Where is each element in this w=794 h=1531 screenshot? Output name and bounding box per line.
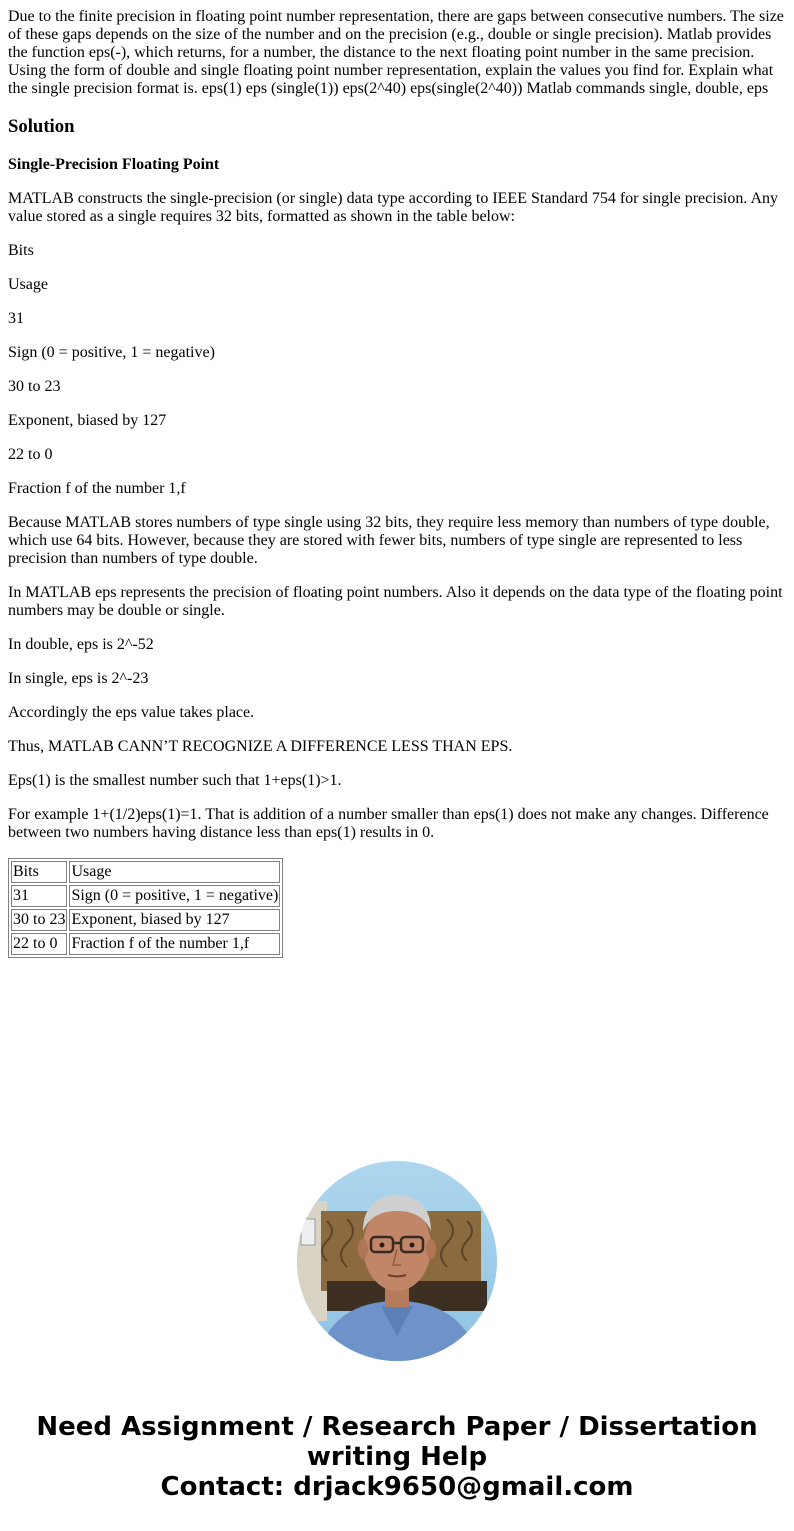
example-paragraph: For example 1+(1/2)eps(1)=1. That is addition of a number smaller than eps(1) does not make any changes. Difference between two numbers having distance less than eps(1) results in 0.: [8, 806, 769, 841]
promo-line: writing Help: [306, 1442, 488, 1472]
promo-banner: [0, 1412, 794, 1502]
table-header-cell: Bits: [11, 861, 67, 883]
tutor-portrait-image: [297, 1161, 497, 1361]
table-row: [11, 933, 280, 955]
table-cell: Exponent, biased by 127: [69, 909, 280, 931]
flat-table-line: 22 to 0: [8, 446, 53, 463]
table-cell: 31: [11, 885, 67, 907]
table-cell: 22 to 0: [11, 933, 67, 955]
single-precision-subheading: Single-Precision Floating Point: [8, 156, 220, 173]
solution-heading: Solution: [8, 116, 75, 137]
promo-line: Need Assignment / Research Paper / Dissertation: [36, 1412, 758, 1442]
eps-definition-line: Eps(1) is the smallest number such that 1+eps(1)>1.: [8, 772, 342, 789]
table-cell: Sign (0 = positive, 1 = negative): [69, 885, 280, 907]
table-row: [11, 885, 280, 907]
single-eps-line: In single, eps is 2^-23: [8, 670, 149, 687]
table-cell: Fraction f of the number 1,f: [69, 933, 280, 955]
eps-precision-paragraph: In MATLAB eps represents the precision of floating point numbers. Also it depends on the data type of the floating point numbers may be double or single.: [8, 584, 783, 619]
question-text: Due to the finite precision in floating point number representation, there are gaps between consecutive numbers. The size of these gaps depends on the size of the number and on the precision (e.g., double or single precision). Matlab provides the function eps(-), which returns, for a number, the distance to the next floating point number in the same precision. Using the form of double and single floating point number representation, explain the values you find for. Explain what the single precision format is. eps(1) eps (single(1)) eps(2^40) eps(single(2^40)) Matlab commands single, double, eps: [8, 8, 784, 97]
table-header-cell: Usage: [69, 861, 280, 883]
thus-line: Thus, MATLAB CANN’T RECOGNIZE A DIFFERENCE LESS THAN EPS.: [8, 738, 513, 755]
flat-table-line: 30 to 23: [8, 378, 61, 395]
flat-table-line: 31: [8, 310, 24, 327]
tutor-avatar: [297, 1161, 497, 1361]
bits-usage-table: [8, 858, 283, 958]
flat-table-line: Usage: [8, 276, 48, 293]
document-body: [0, 8, 794, 958]
flat-table-line: Sign (0 = positive, 1 = negative): [8, 344, 215, 361]
table-cell: 30 to 23: [11, 909, 67, 931]
flat-table-line: Exponent, biased by 127: [8, 412, 167, 429]
intro-paragraph: MATLAB constructs the single-precision (or single) data type according to IEEE Standard 754 for single precision. Any value stored as a single requires 32 bits, formatted as shown in the table below:: [8, 190, 779, 225]
flat-table-line: Fraction f of the number 1,f: [8, 480, 186, 497]
flat-table-line: Bits: [8, 242, 34, 259]
table-header-row: [11, 861, 280, 883]
double-eps-line: In double, eps is 2^-52: [8, 636, 154, 653]
memory-paragraph: Because MATLAB stores numbers of type single using 32 bits, they require less memory than numbers of type double, which use 64 bits. However, because they are stored with fewer bits, numbers of type single are represented to less precision than numbers of type double.: [8, 514, 770, 567]
accordingly-line: Accordingly the eps value takes place.: [8, 704, 255, 721]
promo-contact: Contact: drjack9650@gmail.com: [160, 1472, 634, 1502]
table-row: [11, 909, 280, 931]
